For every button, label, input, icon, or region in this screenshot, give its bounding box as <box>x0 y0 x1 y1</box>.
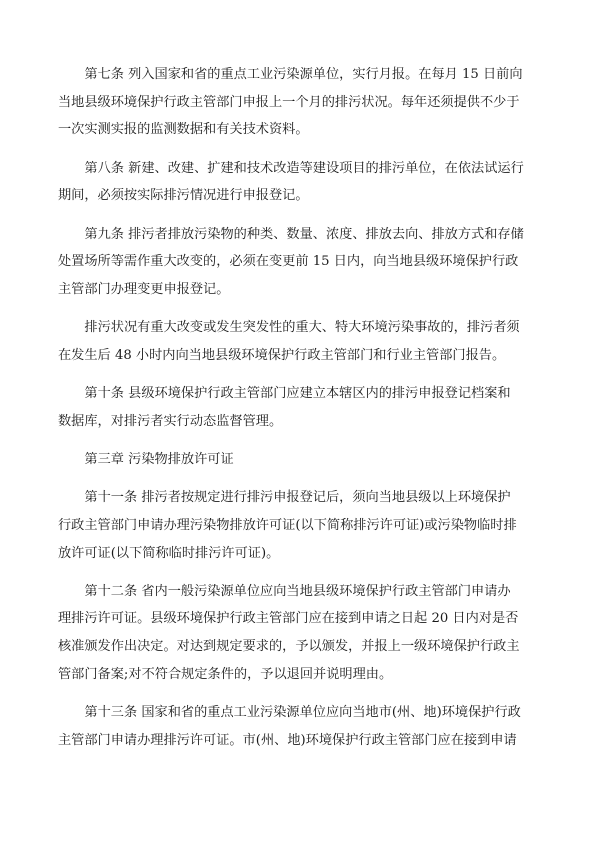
text-line: 期间，必须按实际排污情况进行申报登记。 <box>58 188 309 204</box>
text-line: 数据库，对排污者实行动态监督管理。 <box>58 413 283 429</box>
text-line: 第十二条 省内一般污染源单位应向当地县级环境保护行政主管部门申请办 <box>84 583 511 599</box>
text-line: 第七条 列入国家和省的重点工业污染源单位，实行月报。在每月 15 日前向 <box>84 67 523 82</box>
text-line: 行政主管部门申请办理污染物排放许可证(以下简称排污许可证)或污染物临时排 <box>58 517 517 533</box>
paragraph-article-8 <box>58 155 540 210</box>
text-line: 第三章 污染物排放许可证 <box>84 451 234 467</box>
paragraph-article-7 <box>58 61 540 144</box>
text-line: 主管部门申请办理排污许可证。市(州、地)环境保护行政主管部门应在接到申请 <box>58 732 517 748</box>
text-line: 当地县级环境保护行政主管部门申报上一个月的排污状况。每年还须提供不少于 <box>58 94 520 110</box>
text-line: 放许可证(以下简称临时排污许可证)。 <box>58 545 280 561</box>
text-line: 排污状况有重大改变或发生突发性的重大、特大环境污染事故的，排污者须 <box>84 320 520 336</box>
document-page <box>58 61 540 765</box>
text-line: 一次实测实报的监测数据和有关技术资料。 <box>58 122 309 138</box>
chapter-3-heading <box>58 446 540 474</box>
paragraph-article-9 <box>58 221 540 304</box>
paragraph-article-11 <box>58 484 540 567</box>
text-line: 第十一条 排污者按规定进行排污申报登记后，须向当地县级以上环境保护 <box>84 490 511 506</box>
paragraph-article-12 <box>58 578 540 689</box>
text-line: 主管部门办理变更申报登记。 <box>58 281 230 297</box>
text-line: 处置场所等需作重大改变的，必须在变更前 15 日内，向当地县级环境保护行政 <box>58 254 519 270</box>
paragraph-emergency-report <box>58 314 540 369</box>
text-line: 第九条 排污者排放污染物的种类、数量、浓度、排放去向、排放方式和存储 <box>84 226 524 242</box>
text-line: 管部门备案;对不符合规定条件的，予以退回并说明理由。 <box>58 666 393 682</box>
text-line: 理排污许可证。县级环境保护行政主管部门应在接到申请之日起 20 日内对是否 <box>58 611 519 627</box>
text-line: 核准颁发作出决定。对达到规定要求的，予以颁发，并报上一级环境保护行政主 <box>58 639 520 655</box>
text-line: 第八条 新建、改建、扩建和技术改造等建设项目的排污单位，在依法试运行 <box>84 160 524 176</box>
text-line: 在发生后 48 小时内向当地县级环境保护行政主管部门和行业主管部门报告。 <box>58 347 506 363</box>
text-line: 第十三条 国家和省的重点工业污染源单位应向当地市(州、地)环境保护行政 <box>84 705 521 721</box>
text-line: 第十条 县级环境保护行政主管部门应建立本辖区内的排污申报登记档案和 <box>84 386 511 402</box>
paragraph-article-13 <box>58 699 540 754</box>
paragraph-article-10 <box>58 380 540 435</box>
